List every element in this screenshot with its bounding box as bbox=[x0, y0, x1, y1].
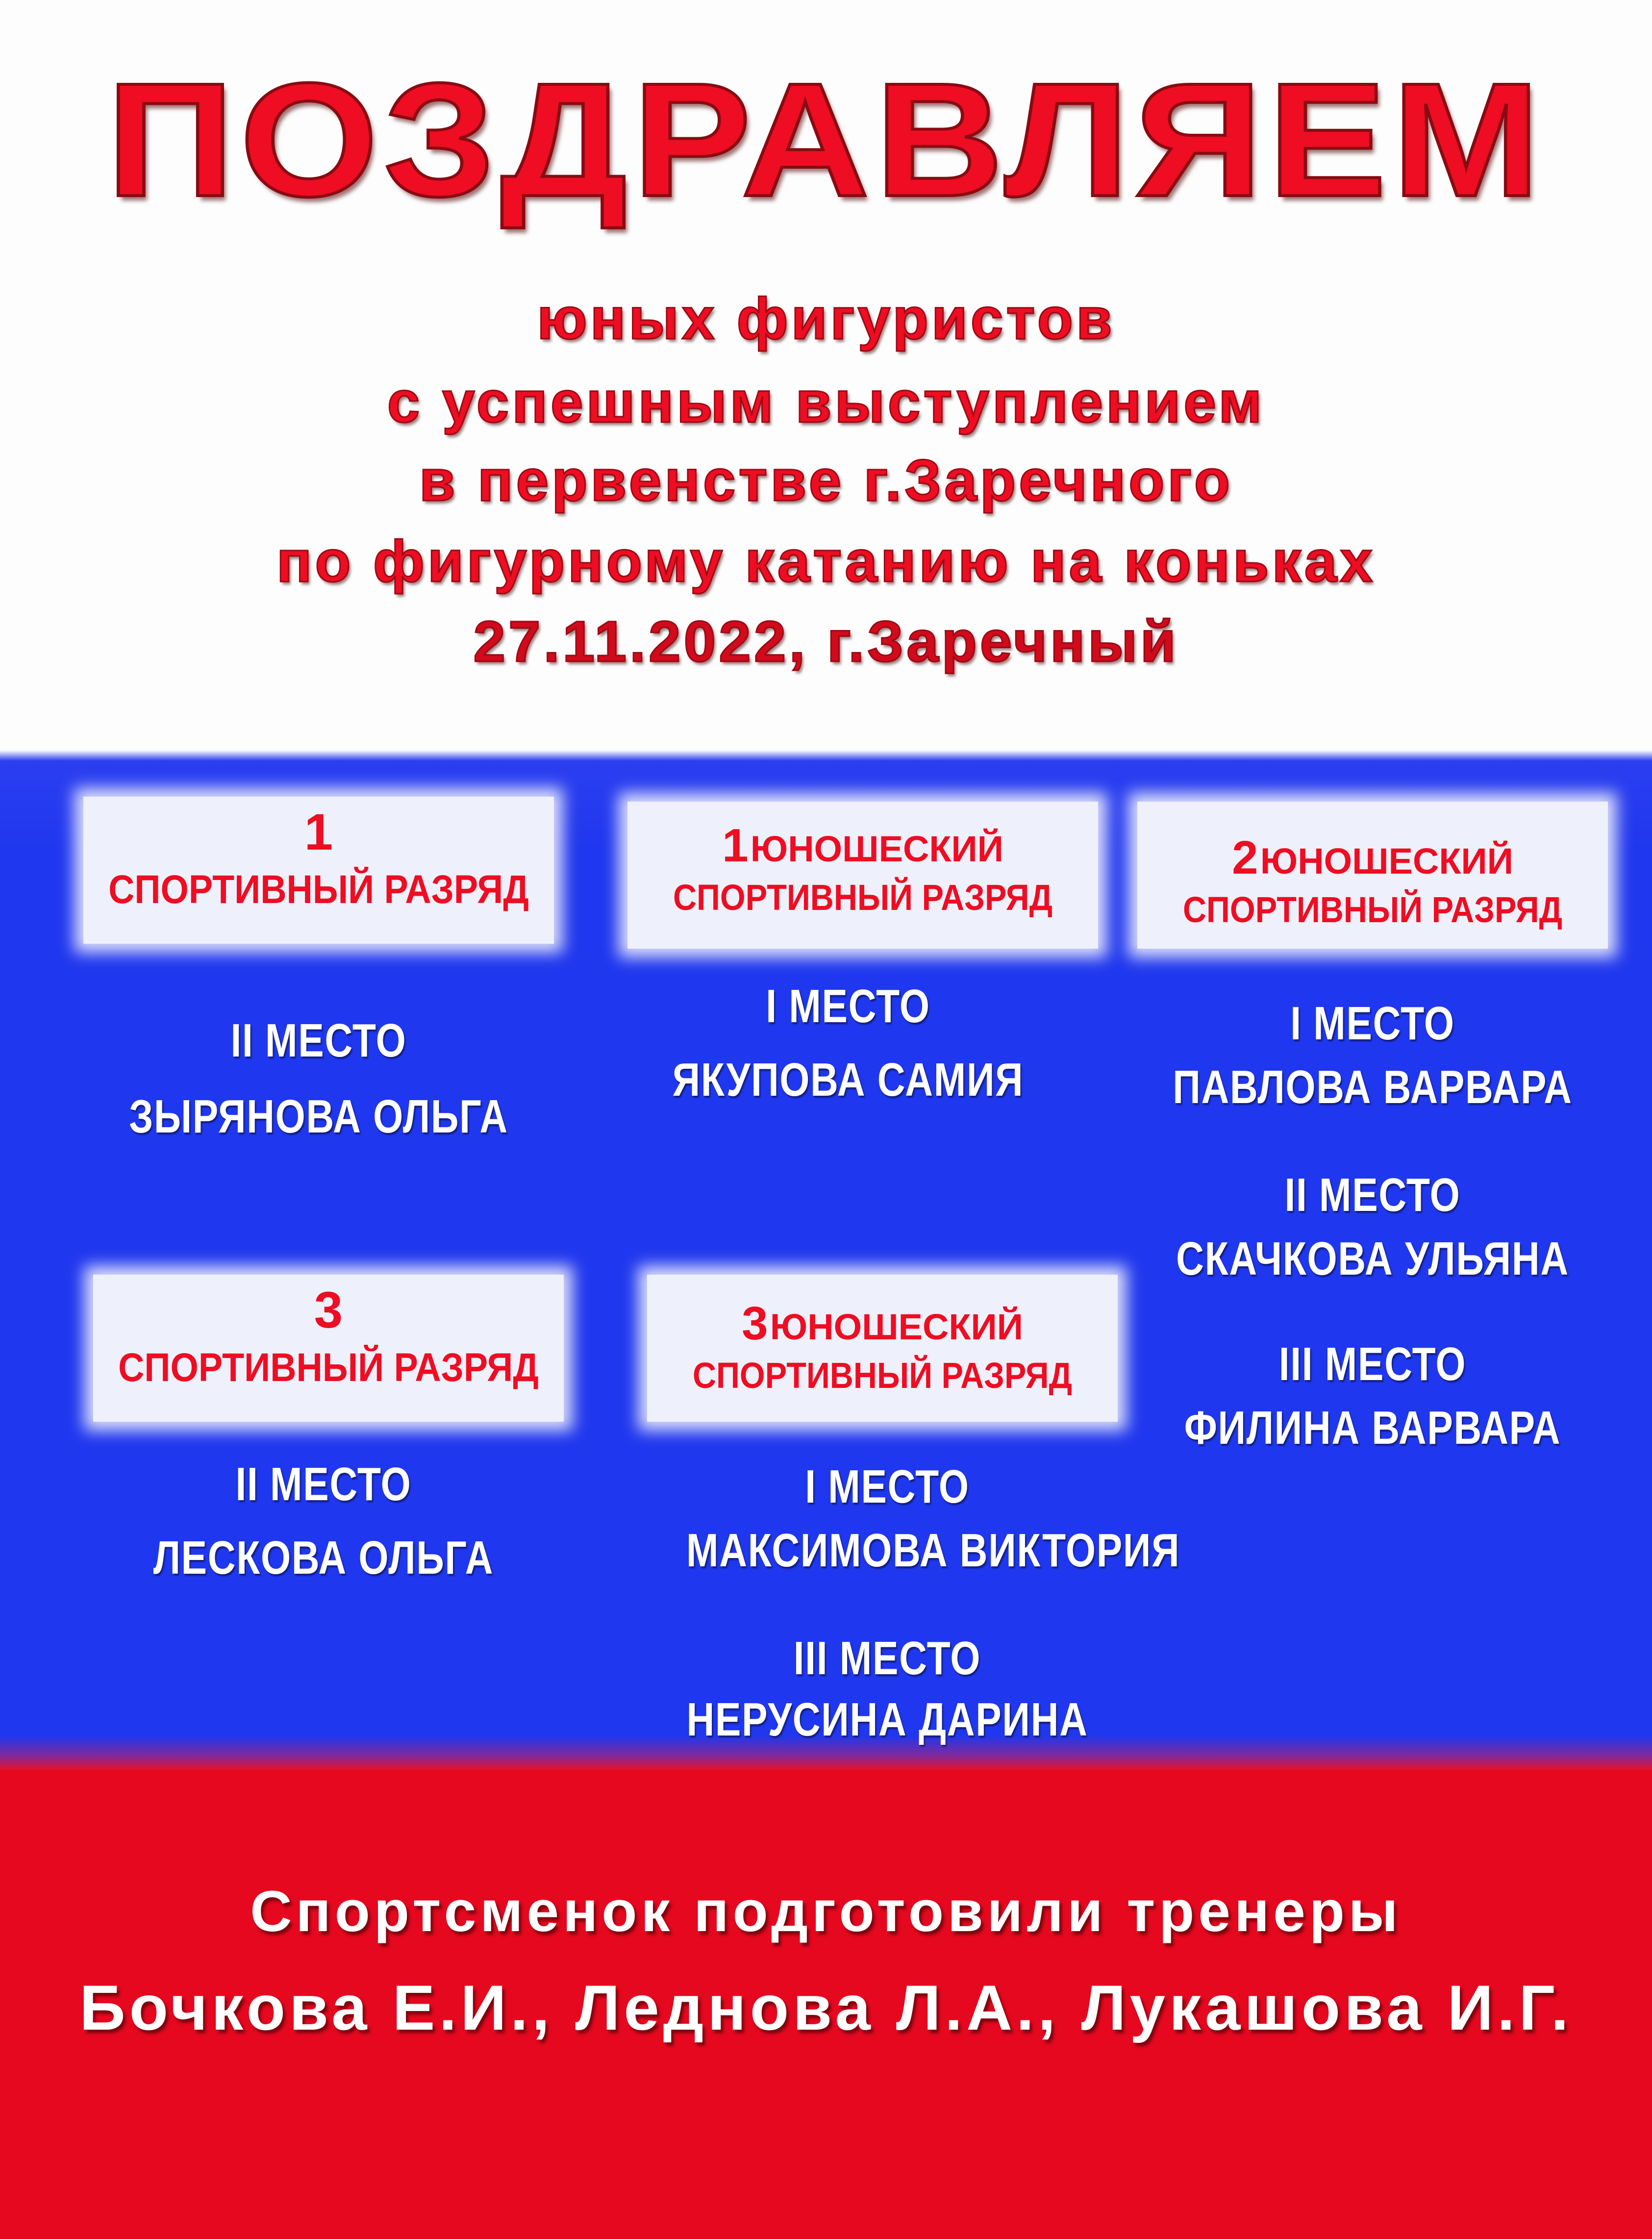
category-card-1-sport bbox=[83, 797, 554, 944]
result-place: I МЕСТО bbox=[1290, 997, 1455, 1050]
category-label: СПОРТИВНЫЙ РАЗРЯД bbox=[673, 877, 1053, 918]
coaches-caption: Спортсменок подготовили тренеры bbox=[250, 1879, 1402, 1944]
category-card-2-junior bbox=[1137, 802, 1608, 949]
category-number: 1 bbox=[304, 804, 333, 861]
result-place: II МЕСТО bbox=[230, 1014, 407, 1067]
category-number: 2 bbox=[1232, 831, 1258, 884]
category-number: 3 bbox=[742, 1297, 768, 1350]
result-place: III МЕСТО bbox=[793, 1632, 981, 1685]
result-place: I МЕСТО bbox=[805, 1460, 970, 1513]
category-label-top: ЮНОШЕСКИЙ bbox=[750, 829, 1003, 869]
result-name: ФИЛИНА ВАРВАРА bbox=[1184, 1402, 1561, 1454]
congrats-title: ПОЗДРАВЛЯЕМ bbox=[106, 49, 1546, 230]
category-label: СПОРТИВНЫЙ РАЗРЯД bbox=[1182, 889, 1563, 930]
result-place: II МЕСТО bbox=[235, 1458, 412, 1510]
result-place: II МЕСТО bbox=[1284, 1169, 1461, 1221]
result-name: СКАЧКОВА УЛЬЯНА bbox=[1176, 1233, 1569, 1285]
event-date-place: 27.11.2022, г.Заречный bbox=[473, 609, 1179, 674]
category-card-3-junior bbox=[647, 1275, 1118, 1422]
category-label-top: ЮНОШЕСКИЙ bbox=[1260, 841, 1513, 881]
result-place: III МЕСТО bbox=[1278, 1338, 1467, 1390]
category-label-top: ЮНОШЕСКИЙ bbox=[770, 1307, 1023, 1347]
result-name: ЗЫРЯНОВА ОЛЬГА bbox=[129, 1090, 508, 1143]
coaches-names: Бочкова Е.И., Леднова Л.А., Лукашова И.Г. bbox=[79, 1972, 1573, 2043]
result-name: ЛЕСКОВА ОЛЬГА bbox=[153, 1532, 494, 1584]
subtitle-line-3: в первенстве г.Заречного bbox=[419, 448, 1233, 513]
category-label: СПОРТИВНЫЙ РАЗРЯД bbox=[108, 867, 529, 912]
category-card-1-junior bbox=[627, 802, 1098, 949]
subtitle-line-2: с успешным выступлением bbox=[387, 369, 1265, 435]
category-number: 1 bbox=[722, 819, 749, 872]
result-place: I МЕСТО bbox=[766, 980, 930, 1032]
subtitle-line-1: юных фигуристов bbox=[537, 286, 1115, 352]
category-label: СПОРТИВНЫЙ РАЗРЯД bbox=[118, 1345, 539, 1390]
category-card-3-sport bbox=[93, 1275, 564, 1422]
category-label: СПОРТИВНЫЙ РАЗРЯД bbox=[692, 1355, 1073, 1396]
subtitle-line-4: по фигурному катанию на коньках bbox=[276, 528, 1376, 594]
result-name: ПАВЛОВА ВАРВАРА bbox=[1173, 1061, 1573, 1113]
result-name: НЕРУСИНА ДАРИНА bbox=[686, 1693, 1088, 1746]
result-name: ЯКУПОВА САМИЯ bbox=[672, 1054, 1024, 1106]
result-name: МАКСИМОВА ВИКТОРИЯ bbox=[686, 1524, 1180, 1577]
category-number: 3 bbox=[314, 1282, 343, 1339]
